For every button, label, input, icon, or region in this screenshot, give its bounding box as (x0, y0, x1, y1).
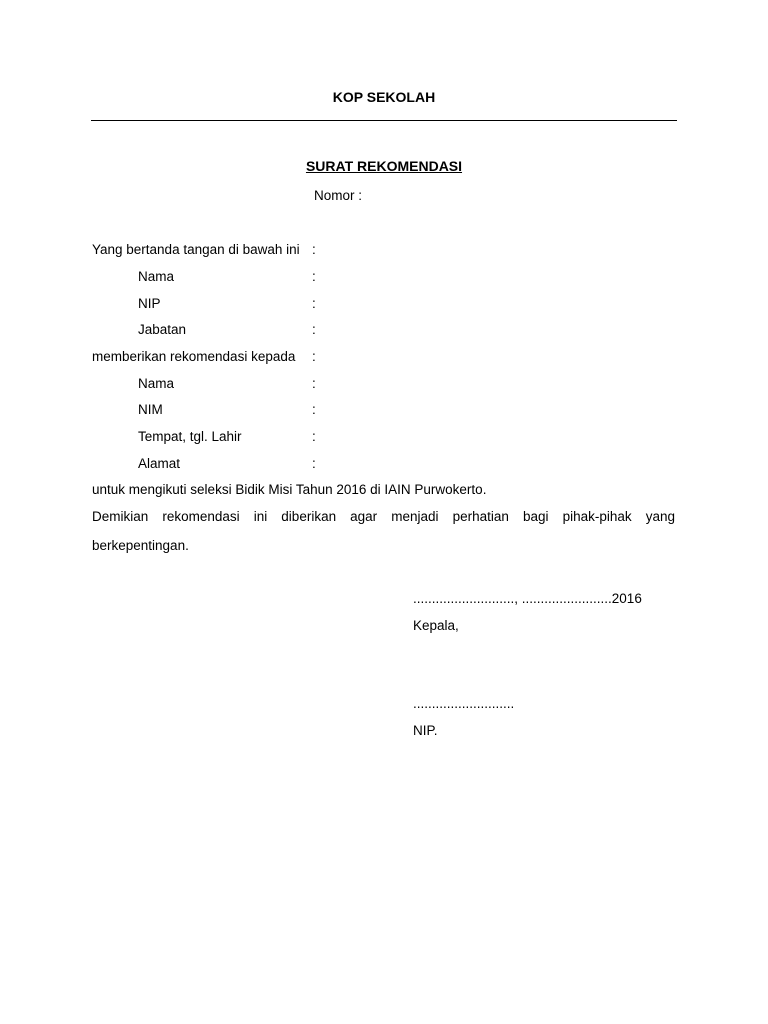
signer-position-colon: : (312, 322, 316, 337)
intro-text: Yang bertanda tangan di bawah ini (92, 242, 300, 257)
recommend-text: memberikan rekomendasi kepada (92, 349, 296, 364)
signature-name-line: ........................... (413, 696, 515, 711)
signer-name-colon: : (312, 269, 316, 284)
signer-nip-label: NIP (138, 296, 161, 311)
signature-place-date: ..........................., ........................2016 (413, 591, 642, 606)
closing-text-line2: berkepentingan. (92, 538, 189, 553)
recipient-nim-colon: : (312, 402, 316, 417)
signer-position-label: Jabatan (138, 322, 187, 337)
recipient-name-colon: : (312, 376, 316, 391)
recommend-colon: : (312, 349, 316, 364)
signature-nip: NIP. (413, 723, 438, 738)
recipient-nim-label: NIM (138, 402, 163, 417)
recipient-name-label: Nama (138, 376, 175, 391)
recipient-birth-colon: : (312, 429, 316, 444)
letterhead-divider (91, 120, 677, 121)
signer-name-label: Nama (138, 269, 175, 284)
document-title: SURAT REKOMENDASI (305, 158, 463, 174)
letter-number-label: Nomor : (314, 188, 363, 203)
signature-position: Kepala, (413, 618, 459, 633)
recipient-address-colon: : (312, 456, 316, 471)
signer-nip-colon: : (312, 296, 316, 311)
closing-text-line1: Demikian rekomendasi ini diberikan agar menjadi perhatian bagi pihak-pihak yang (92, 509, 675, 524)
recipient-address-label: Alamat (138, 456, 181, 471)
letterhead-placeholder: KOP SEKOLAH (332, 89, 436, 105)
purpose-text: untuk mengikuti seleksi Bidik Misi Tahun 2016 di IAIN Purwokerto. (92, 482, 487, 497)
recipient-birth-label: Tempat, tgl. Lahir (138, 429, 242, 444)
intro-colon: : (312, 242, 316, 257)
